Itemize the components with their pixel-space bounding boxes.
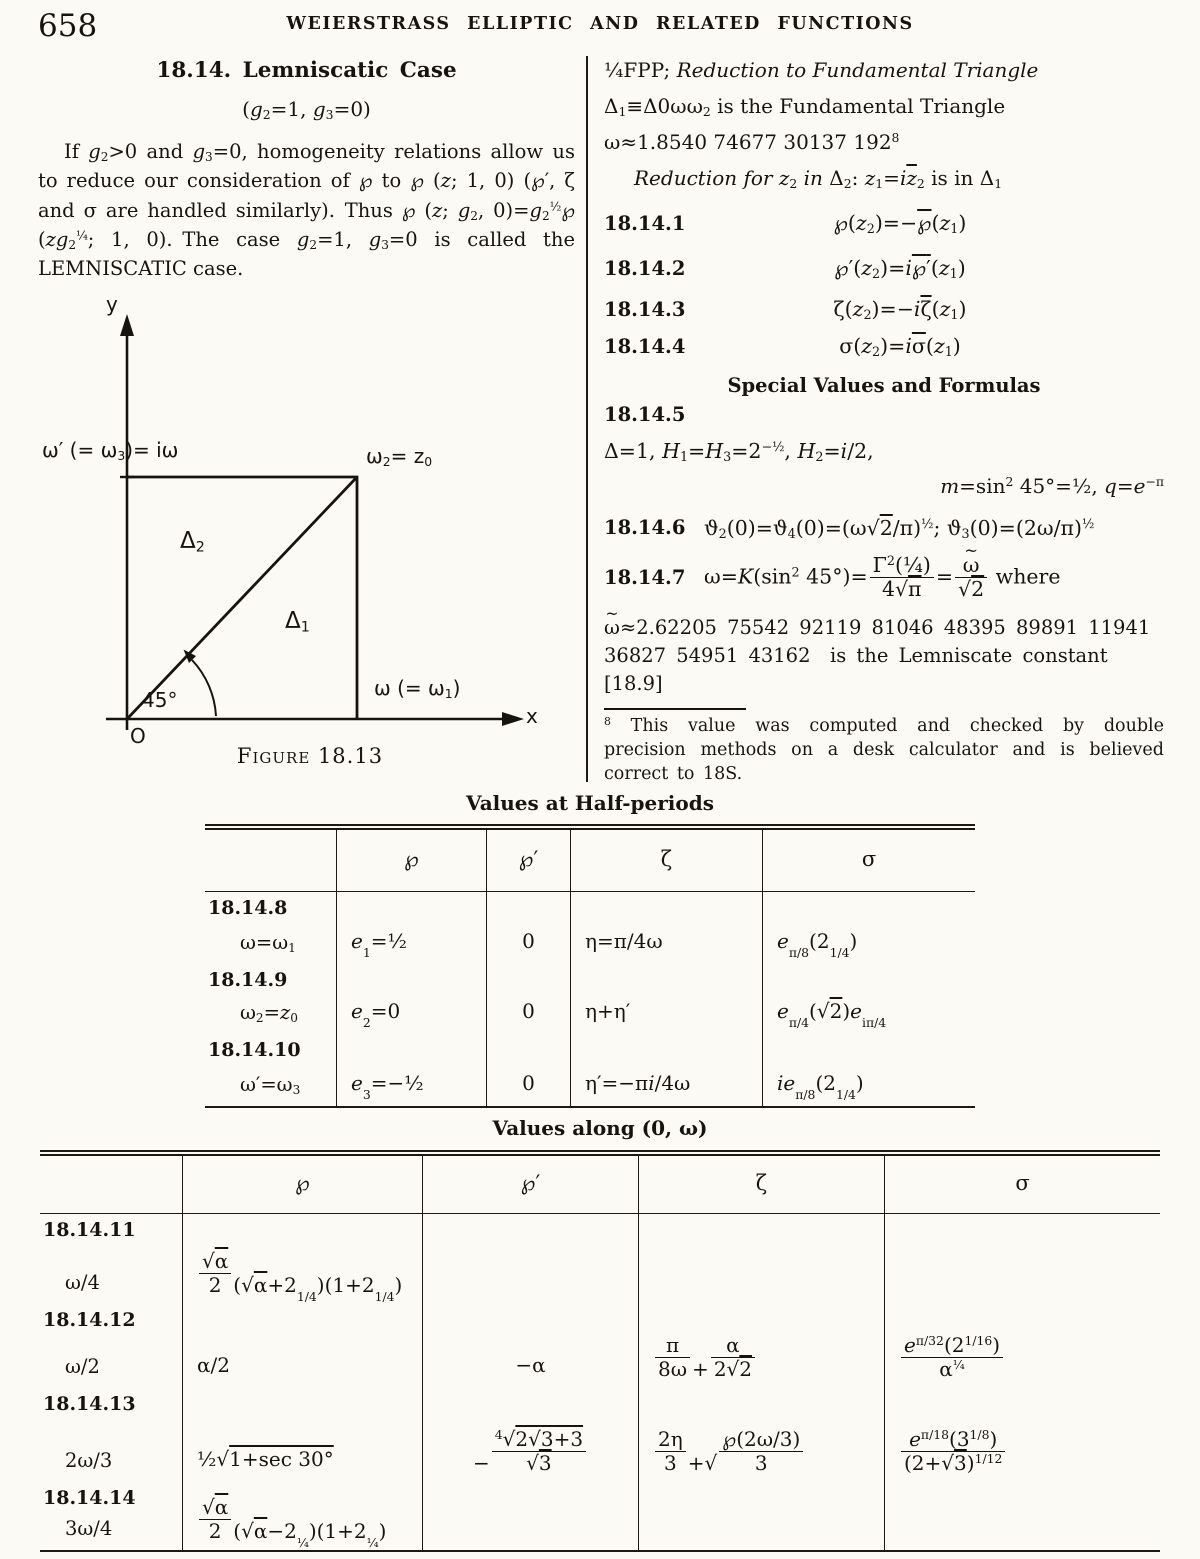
equation-18-14-7	[604, 554, 1164, 602]
equation-number: 18.14.4	[604, 334, 686, 358]
table-cell: ie π/8 (2 1/4 )	[762, 1034, 975, 1106]
table-cell: e π/4 (√ 2 ) e iπ/4	[762, 964, 975, 1034]
column-divider-rule	[586, 56, 588, 782]
fpp-line: ¼FPP; Reduction to Fundamental Triangle	[604, 58, 1039, 82]
omega-value-line: ω≈1.8540 74677 30137 $192^8$	[604, 130, 900, 154]
left-column	[38, 48, 575, 283]
intro-paragraph: If $g_2>0$ and $g_3=0$, homogeneity relations allow us to reduce our consideration of ℘ to ℘ (z; 1, 0) (℘′, ζ and σ are handled similarly). Thus ℘ (z; $g_2$, $0)=g_2^{\frac{1}{2}}℘$ ($zg_2^{\frac{1}{4}}$; 1, 0). The case $g_2=1$, $g_3=0$ is called the LEMNISCATIC case.	[38, 140, 576, 280]
table1-header-pp: ℘ ′	[486, 830, 570, 892]
equation-body: $\omega=K(\sin^2$ 45°)= $\frac{\Gamma^2(\frac{1}{4})}{4√\pi}$ = $\frac{\omega \sim}{√2}$ where	[704, 554, 1164, 602]
y-axis-label: y	[106, 292, 118, 316]
figure-drawing	[30, 292, 580, 744]
table-cell: $\frac{\pi}{8\omega}$ + $\frac{\alpha}{2√2}$	[638, 1304, 884, 1388]
table-cell	[884, 1482, 1160, 1550]
equation-18-14-4	[604, 334, 1164, 358]
table-row-stub: 18.14.9 $\omega_2=z_0$	[208, 969, 298, 1026]
equation-number: 18.14.2	[604, 256, 686, 280]
figure-18-13	[30, 292, 580, 784]
table2-header-zeta: ζ	[638, 1156, 884, 1214]
equation-body: $ϑ_2(0)=ϑ_4(0)=(\omega√2/\pi)^{\frac{1}{2}}$; $ϑ_3(0)=(2\omega/\pi)^{\frac{1}{2}}$	[704, 515, 1095, 541]
table-cell	[638, 1482, 884, 1550]
lemniscate-constant-text: ω ~≈2.62205 75542 92119 81046 48395 89891 11941 36827 54951 43162 is the Lemniscate constant [18.9]	[604, 614, 1164, 699]
table-cell: −α	[422, 1304, 638, 1388]
equation-18-14-5-line2: $m=\sin^2$ 45°=½, $q=e^{-\pi}$	[940, 473, 1164, 498]
equation-number: 18.14.6	[604, 516, 686, 540]
table2-header-p: ℘	[182, 1156, 422, 1214]
figure-caption: Figure 18.13	[236, 744, 384, 768]
equation-number: 18.14.3	[604, 297, 686, 321]
table-cell: − $\frac{^4√2√3+3}{√3}$	[422, 1388, 638, 1482]
table-cell: e 1 =½	[336, 892, 486, 964]
table-cell: ½√ 1+sec 30°	[182, 1388, 422, 1482]
section-title: 18.14. Lemniscatic Case	[156, 58, 457, 83]
section-subtitle: ($g_2=1$, $g_3=0$)	[242, 97, 371, 123]
table1-header-zeta: ζ	[570, 830, 762, 892]
table-cell: η=π/4ω	[570, 892, 762, 964]
equation-18-14-5-line1: Δ=1, $H_1=H_3=2^{-\frac{1}{2}}$, $H_2=i/2$,	[604, 439, 874, 465]
table-row-stub: 18.14.13 2ω/3	[43, 1393, 136, 1472]
equation-number-18-14-5: 18.14.5	[604, 403, 686, 426]
table-row-stub: 18.14.11 ω/4	[43, 1219, 136, 1294]
table2-title: Values along (0, ω)	[492, 1116, 708, 1140]
table1-stub-header	[205, 830, 336, 892]
reduction-line: Reduction for $z_2$ in $\Delta_2$: $z_1=i\overline{z}_2$ is in $\Delta_1$	[634, 166, 1003, 192]
equation-18-14-1	[604, 211, 1164, 235]
equation-18-14-3	[604, 297, 1164, 321]
table-cell: $\frac{2\eta}{3}$ +√ $\frac{℘(2\omega/3)}{3}$	[638, 1388, 884, 1482]
omega-prime-label: ω′ (= $\omega_3)= i\omega$	[42, 438, 179, 464]
table-cell: $\frac{√\alpha}{2}$ (√ α +2 1/4 )(1+2 1/4 )	[182, 1214, 422, 1304]
special-values-heading: Special Values and Formulas	[727, 374, 1041, 397]
table-cell: $\frac{e^{\pi/32}(2^{1/16})}{\alpha^{\frac{1}{4}}}$	[884, 1304, 1160, 1388]
page-number: 658	[38, 8, 98, 44]
table-cell: e 2 =0	[336, 964, 486, 1034]
table1-title: Values at Half-periods	[466, 791, 714, 815]
equation-number: 18.14.1	[604, 211, 686, 235]
table-cell	[422, 1482, 638, 1550]
table-cell: 0	[486, 964, 570, 1034]
equation-body: $℘'(z_2)=i℘'(z_1)$	[834, 256, 966, 282]
table-row-stub: 18.14.8 $\omega=\omega_1$	[208, 897, 296, 956]
table-row-stub: 18.14.12 ω/2	[43, 1309, 136, 1378]
table-cell	[638, 1214, 884, 1304]
table-cell: η′=−π i /4ω	[570, 1034, 762, 1106]
delta2-label: $\Delta_2$	[180, 528, 205, 556]
y-axis-arrowhead	[120, 314, 134, 336]
table2-stub-header	[40, 1156, 182, 1214]
table-cell: 0	[486, 1034, 570, 1106]
delta1-label: $\Delta_1$	[285, 608, 310, 636]
equation-body: $\sigma(z_2)=i\overline{\sigma}(z_1)$	[839, 334, 961, 360]
equation-body: $\zeta(z_2)=-i\overline{\zeta}(z_1)$	[833, 297, 967, 323]
angle-label: 45°	[142, 688, 178, 712]
table-cell: $\frac{√\alpha}{2}$ (√ α −2 ¼ )(1+2 ¼ )	[182, 1482, 422, 1550]
running-head: WEIERSTRASS ELLIPTIC AND RELATED FUNCTIONS	[286, 14, 914, 34]
table2-header-sigma: σ	[884, 1156, 1160, 1214]
table-cell: e π/8 (2 1/4 )	[762, 892, 975, 964]
right-column	[604, 48, 1164, 786]
equation-body: $℘(z_2)=-℘(z_1)$	[833, 211, 967, 237]
values-at-half-periods-table	[205, 824, 975, 1108]
table-cell: e 3 =−½	[336, 1034, 486, 1106]
table-cell	[422, 1214, 638, 1304]
equation-number: 18.14.7	[604, 566, 686, 590]
table-cell: 0	[486, 892, 570, 964]
x-axis-label: x	[526, 704, 538, 728]
table1-header-p: ℘	[336, 830, 486, 892]
equation-18-14-6	[604, 516, 1164, 540]
table-cell	[884, 1214, 1160, 1304]
table-cell: η+η′	[570, 964, 762, 1034]
table-row-stub: 18.14.14 3ω/4	[43, 1487, 136, 1540]
table-cell: α/2	[182, 1304, 422, 1388]
origin-label: O	[130, 724, 146, 748]
equation-18-14-2	[604, 256, 1164, 280]
footnote-text: $^8$ This value was computed and checked by double precision methods on a desk calculator and is believed correct to 18S.	[604, 714, 1164, 784]
omega2-label: $\omega_2= z_0$	[366, 444, 433, 470]
table1-header-sigma: σ	[762, 830, 975, 892]
omega1-label: ω (= $\omega_1$)	[374, 676, 461, 702]
table-cell: $\frac{e^{\pi/18}(3^{1/8})}{(2+√3)^{1/12}}$	[884, 1388, 1160, 1482]
fundamental-triangle-line: $\Delta_1\equiv\Delta 0\omega\omega_2$ is the Fundamental Triangle	[604, 94, 1006, 120]
x-axis-arrowhead	[502, 712, 524, 726]
footnote-rule	[604, 708, 746, 710]
table2-header-pp: ℘ ′	[422, 1156, 638, 1214]
values-along-0-omega-table	[40, 1150, 1160, 1552]
table-row-stub: 18.14.10 $\omega'=\omega_3$	[208, 1039, 301, 1098]
